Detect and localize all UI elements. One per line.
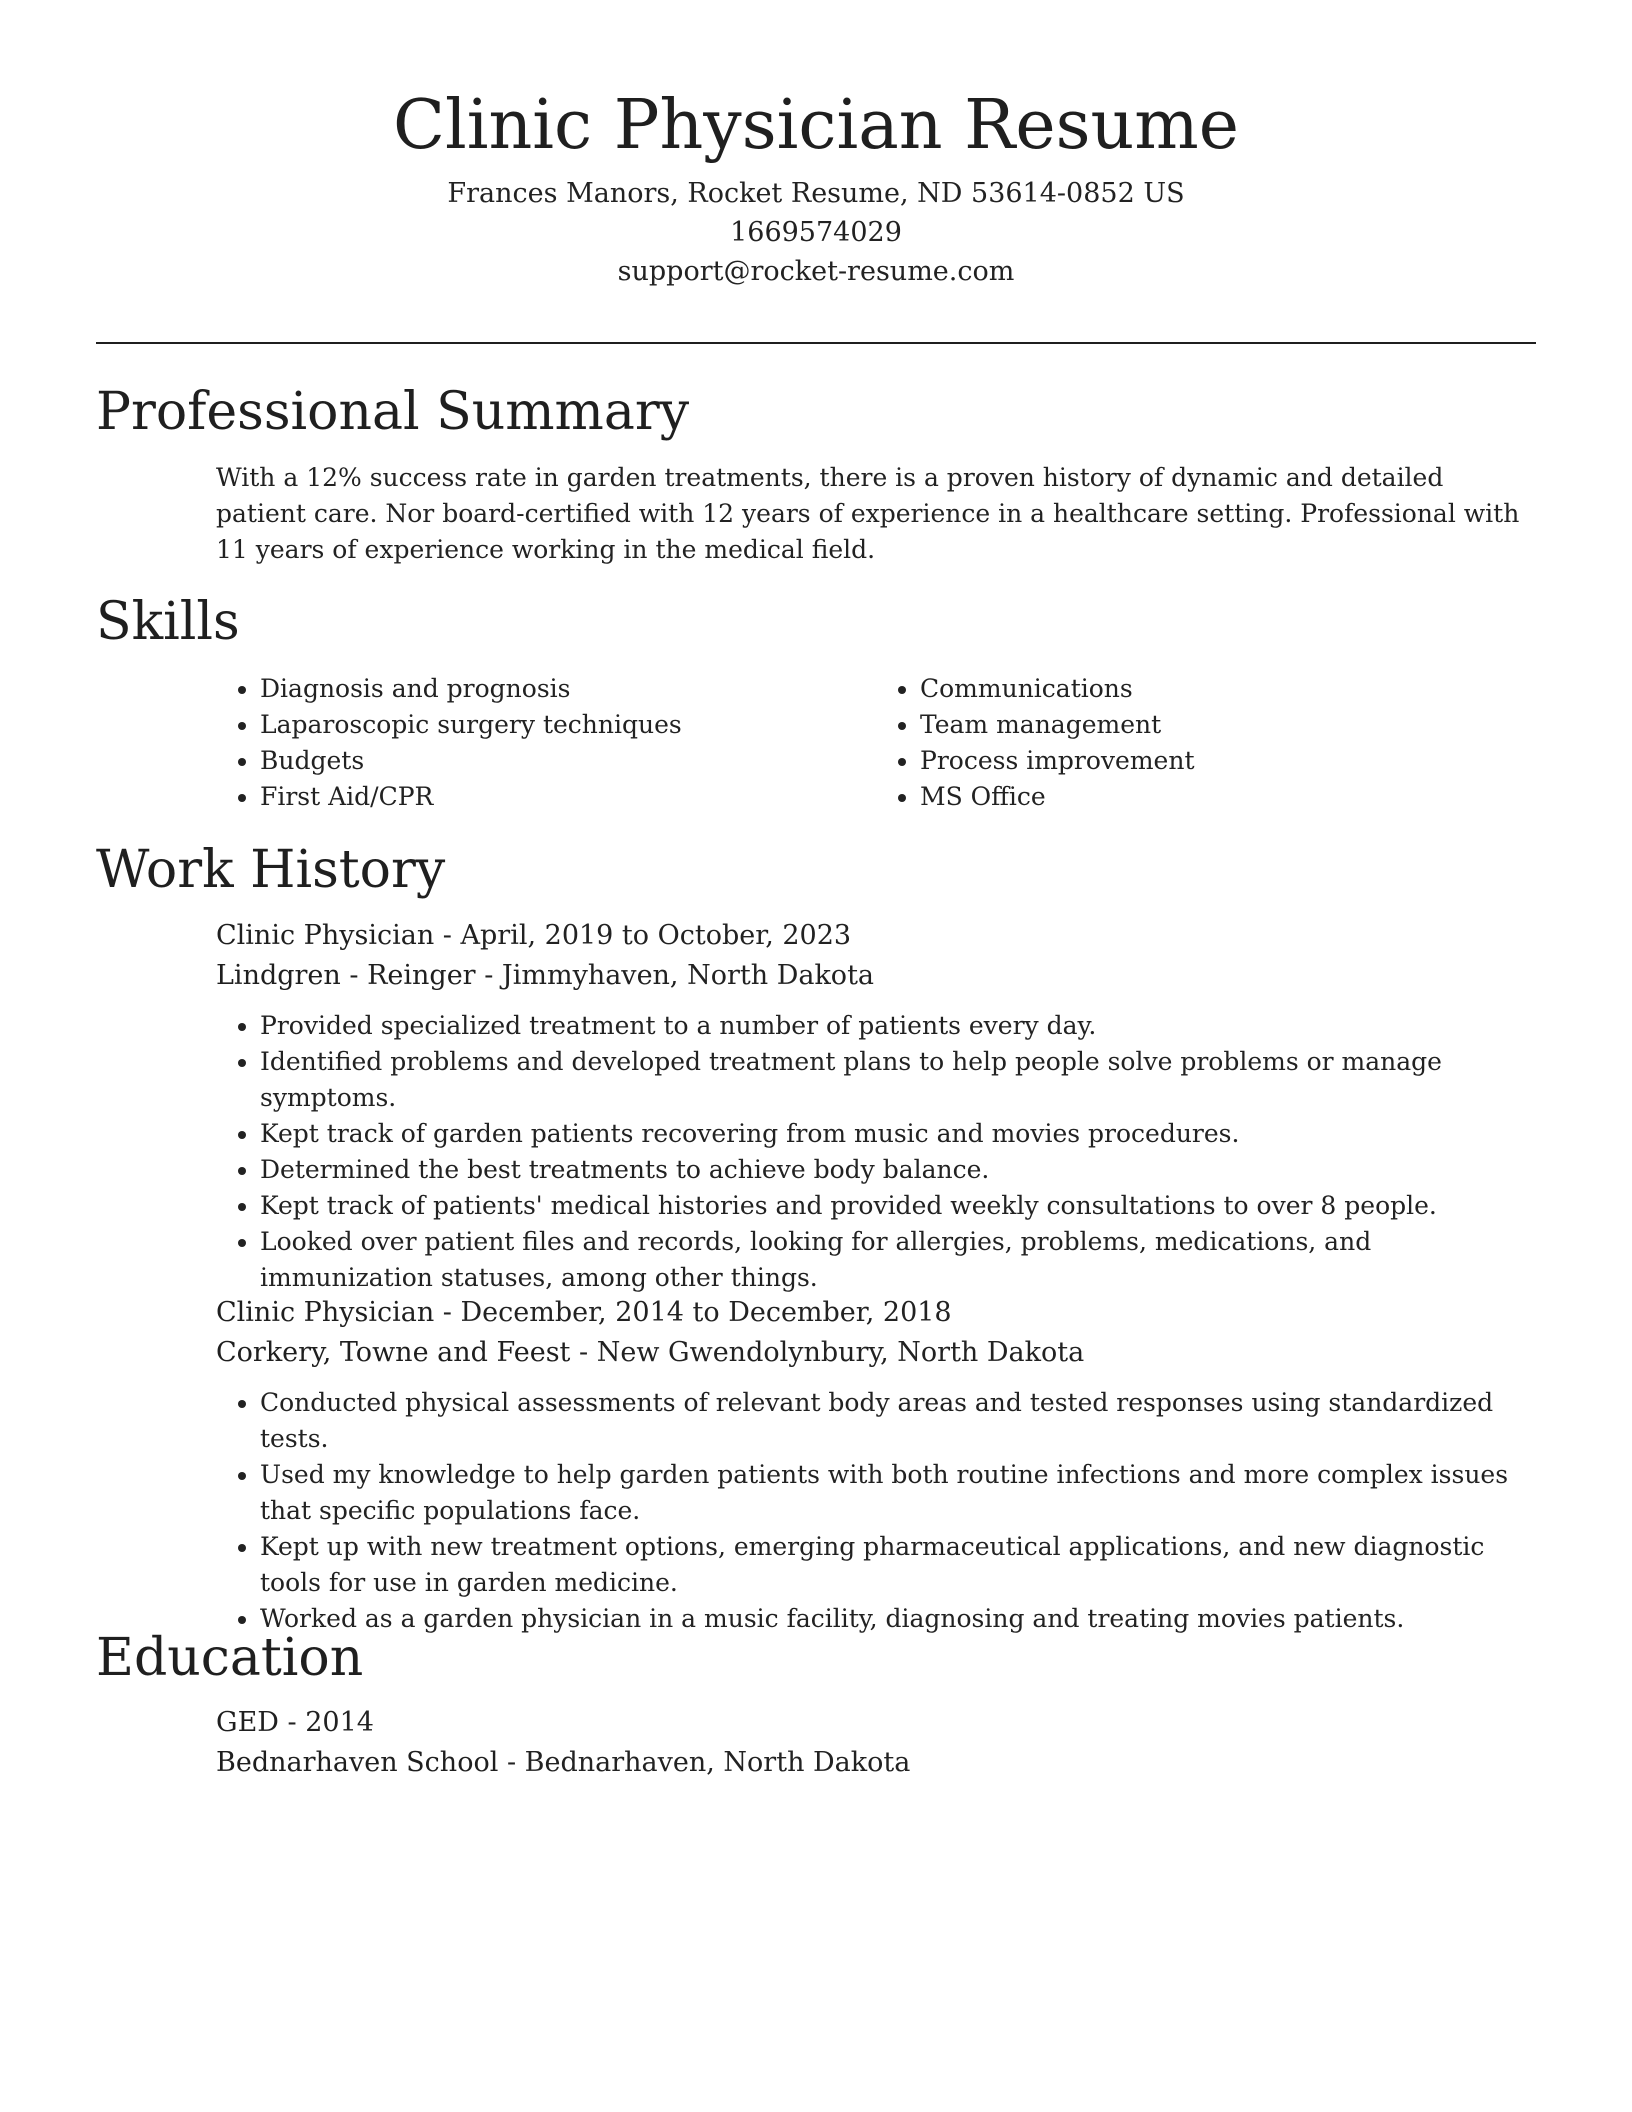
- skill-item: • Budgets: [260, 743, 876, 779]
- job-bullet: • Worked as a garden physician in a music facility, diagnosing and treating movies patients.: [260, 1601, 1536, 1637]
- summary-heading: Professional Summary: [96, 382, 690, 442]
- job-dates: December, 2014 to December, 2018: [460, 1297, 952, 1328]
- job-title: Clinic Physician: [216, 920, 435, 951]
- job-location: Jimmyhaven, North Dakota: [501, 960, 875, 991]
- job-employer: Lindgren - Reinger: [216, 960, 476, 991]
- job-employer-line: [216, 956, 1536, 996]
- summary-section: [216, 460, 1536, 568]
- job-bullet: • Kept track of garden patients recovering from music and movies procedures.: [260, 1116, 1536, 1152]
- job-bullet: • Kept track of patients' medical histories and provided weekly consultations to over 8 people.: [260, 1188, 1536, 1224]
- job-bullet-list: [216, 1008, 1536, 1296]
- separator: -: [442, 920, 461, 951]
- job-bullet: • Kept up with new treatment options, emerging pharmaceutical applications, and new diagnostic tools for use in garden medicine.: [260, 1529, 1536, 1601]
- separator: -: [287, 1707, 306, 1738]
- separator: -: [442, 1297, 461, 1328]
- header-divider: [96, 342, 1536, 344]
- work-history-heading: Work History: [96, 840, 446, 900]
- job-location: New Gwendolynbury, North Dakota: [596, 1337, 1085, 1368]
- skills-list-left: [216, 671, 876, 815]
- skill-item: • Process improvement: [920, 743, 1536, 779]
- job-title-line: [216, 916, 1536, 956]
- education-degree: GED: [216, 1707, 279, 1738]
- job-title: Clinic Physician: [216, 1297, 435, 1328]
- job-bullet: • Identified problems and developed treatment plans to help people solve problems or manage symptoms.: [260, 1044, 1536, 1116]
- education-location: Bednarhaven, North Dakota: [524, 1747, 911, 1778]
- education-year: 2014: [305, 1707, 374, 1738]
- separator: -: [484, 960, 502, 991]
- job-bullet: • Used my knowledge to help garden patients with both routine infections and more complex issues that specific populations face.: [260, 1457, 1536, 1529]
- education-school: Bednarhaven School: [216, 1747, 499, 1778]
- job-entry: [216, 1293, 1536, 1637]
- skill-item: • Team management: [920, 707, 1536, 743]
- skill-item: • Communications: [920, 671, 1536, 707]
- skills-list-right: [876, 671, 1536, 815]
- education-heading: Education: [96, 1628, 364, 1688]
- skill-item: • Laparoscopic surgery techniques: [260, 707, 876, 743]
- separator: -: [506, 1747, 525, 1778]
- resume-header: [96, 78, 1536, 291]
- job-bullet: • Looked over patient files and records, looking for allergies, problems, medications, and immunization statuses, among other things.: [260, 1224, 1536, 1296]
- summary-text: With a 12% success rate in garden treatments, there is a proven history of dynamic and detailed patient care. Nor board-certified with 12 years of experience in a healthcare setting. Professional with 11 years of experience working in the medical field.: [216, 463, 1520, 564]
- skill-item: • First Aid/CPR: [260, 779, 876, 815]
- skills-section: [216, 671, 1536, 815]
- job-bullet: • Conducted physical assessments of relevant body areas and tested responses using standardized tests.: [260, 1385, 1536, 1457]
- job-bullet: • Provided specialized treatment to a number of patients every day.: [260, 1008, 1536, 1044]
- job-bullet-list: [216, 1385, 1536, 1637]
- contact-phone: 1669574029: [730, 217, 902, 248]
- separator: -: [579, 1337, 597, 1368]
- skill-item: • MS Office: [920, 779, 1536, 815]
- education-degree-line: [216, 1703, 1536, 1743]
- page-title: Clinic Physician Resume: [392, 86, 1239, 165]
- skills-columns: [216, 671, 1536, 815]
- job-employer: Corkery, Towne and Feest: [216, 1337, 571, 1368]
- job-employer-line: [216, 1333, 1536, 1373]
- skills-heading: Skills: [96, 592, 240, 652]
- education-school-line: [216, 1743, 1536, 1783]
- job-entry: [216, 916, 1536, 1296]
- skill-item: • Diagnosis and prognosis: [260, 671, 876, 707]
- job-bullet: • Determined the best treatments to achieve body balance.: [260, 1152, 1536, 1188]
- contact-email: support@rocket-resume.com: [617, 256, 1015, 287]
- education-entry: [216, 1703, 1536, 1783]
- job-title-line: [216, 1293, 1536, 1333]
- contact-address: Frances Manors, Rocket Resume, ND 53614-0852 US: [447, 178, 1185, 209]
- job-dates: April, 2019 to October, 2023: [460, 920, 852, 951]
